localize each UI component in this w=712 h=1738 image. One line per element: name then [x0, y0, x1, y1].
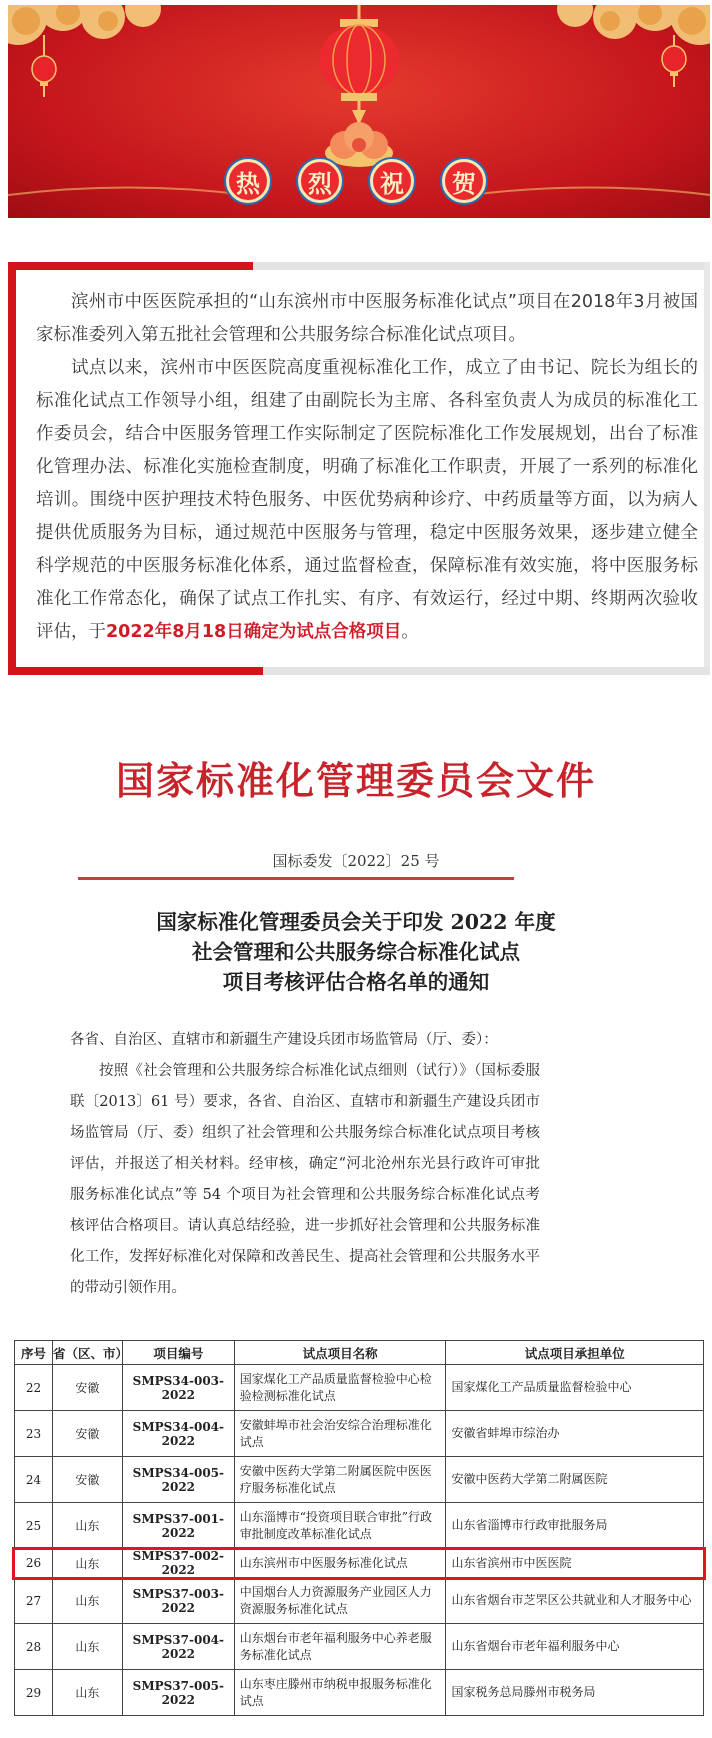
document-heading-line-2: 社会管理和公共服务综合标准化试点 [192, 940, 520, 964]
card-bottom-rule [263, 667, 710, 675]
row-project-name: 山东枣庄滕州市纳税申报服务标准化试点 [234, 1670, 446, 1716]
row-no: 27 [15, 1578, 53, 1624]
document-scan [0, 715, 712, 1738]
intro-paragraph-2 [36, 352, 698, 649]
document-body [70, 1025, 540, 1304]
table-row [15, 1365, 704, 1411]
table-header: 序号 [15, 1341, 53, 1365]
document-red-rule [78, 877, 514, 880]
row-unit: 山东省淄博市行政审批服务局 [446, 1503, 704, 1549]
row-code: SMPS37-003-2022 [122, 1578, 234, 1624]
table-header: 项目编号 [122, 1341, 234, 1365]
char-badge-3 [370, 159, 414, 203]
card-bottom-accent [8, 667, 263, 675]
results-table [14, 1340, 704, 1716]
card-left-accent [8, 262, 16, 675]
card-top-rule [253, 262, 710, 270]
table-row [15, 1578, 704, 1624]
document-heading-line-3: 项目考核评估合格名单的通知 [222, 970, 490, 994]
row-code: SMPS34-005-2022 [122, 1457, 234, 1503]
row-unit: 安徽中医药大学第二附属医院 [446, 1457, 704, 1503]
row-no: 26 [15, 1549, 53, 1578]
celebration-banner [8, 5, 710, 218]
row-unit: 国家煤化工产品质量监督检验中心 [446, 1365, 704, 1411]
table-header-row [15, 1341, 704, 1365]
char-4: 贺 [452, 169, 476, 198]
row-unit: 山东省滨州市中医医院 [446, 1549, 704, 1578]
table-row [15, 1624, 704, 1670]
row-province: 山东 [52, 1549, 122, 1578]
row-unit: 安徽省蚌埠市综治办 [446, 1411, 704, 1457]
char-badge-4 [442, 159, 486, 203]
row-project-name: 国家煤化工产品质量监督检验中心检验检测标准化试点 [234, 1365, 446, 1411]
table-header: 试点项目承担单位 [446, 1341, 704, 1365]
row-no: 29 [15, 1670, 53, 1716]
card-top-accent [8, 262, 253, 270]
row-unit: 国家税务总局滕州市税务局 [446, 1670, 704, 1716]
char-badge-1 [226, 159, 270, 203]
table-row [15, 1411, 704, 1457]
row-province: 安徽 [52, 1365, 122, 1411]
lantern-big-icon [319, 5, 399, 125]
row-province: 山东 [52, 1503, 122, 1549]
document-address: 各省、自治区、直辖市和新疆生产建设兵团市场监管局（厅、委）： [70, 1032, 498, 1048]
celebration-chars [226, 159, 488, 209]
row-no: 28 [15, 1624, 53, 1670]
row-no: 23 [15, 1411, 53, 1457]
row-code: SMPS37-001-2022 [122, 1503, 234, 1549]
lantern-small-left-icon [32, 35, 56, 97]
row-province: 山东 [52, 1624, 122, 1670]
row-code: SMPS34-003-2022 [122, 1365, 234, 1411]
row-province: 山东 [52, 1578, 122, 1624]
document-title: 国家标准化管理委员会文件 [115, 758, 596, 803]
intro-highlight: 2022年8月18日确定为试点合格项目 [106, 622, 402, 642]
table-row [15, 1503, 704, 1549]
intro-paragraph-2-end: 。 [401, 622, 419, 642]
table-header: 省（区、市） [52, 1341, 122, 1365]
document-heading-line-1: 国家标准化管理委员会关于印发 2022 年度 [156, 910, 556, 934]
table-header: 试点项目名称 [234, 1341, 446, 1365]
row-province: 山东 [52, 1670, 122, 1716]
char-badge-2 [298, 159, 342, 203]
row-unit: 山东省烟台市老年福利服务中心 [446, 1624, 704, 1670]
intro-card [8, 262, 710, 675]
row-code: SMPS37-004-2022 [122, 1624, 234, 1670]
row-code: SMPS34-004-2022 [122, 1411, 234, 1457]
lantern-small-right-icon [662, 35, 686, 87]
row-code: SMPS37-002-2022 [122, 1549, 234, 1578]
char-1: 热 [236, 169, 260, 198]
card-right-rule [704, 262, 710, 675]
intro-paragraph-2-main: 试点以来，滨州市中医医院高度重视标准化工作，成立了由书记、院长为组长的标准化试点工作领导小组，组建了由副院长为主席、各科室负责人为成员的标准化工作委员会，结合中医服务管理工作实际制定了医院标准化工作发展规划，出台了标准化管理办法、标准化实施检查制度，明确了标准化工作职责，开展了一系列的标准化培训。围绕中医护理技术特色服务、中医优势病种诊疗、中药质量等方面，以为病人提供优质服务为目标，通过规范中医服务与管理，稳定中医服务效果，逐步建立健全科学规范的中医服务标准化体系，通过监督检查，保障标准有效实施，将中医服务标准化工作常态化，确保了试点工作扎实、有序、有效运行，经过中期、终期两次验收评估，于 [36, 358, 698, 642]
row-no: 24 [15, 1457, 53, 1503]
document-paragraph: 按照《社会管理和公共服务综合标准化试点细则（试行）》（国标委服联〔2013〕61 号）要求，各省、自治区、直辖市和新疆生产建设兵团市场监管局（厅、委）组织了社会管理和公共服务综合标准化试点项目考核评估，并报送了相关材料。经审核，确定“河北沧州东光县行政许可审批服务标准化试点”等 54 个项目为社会管理和公共服务综合标准化试点考核评估合格项目。请认真总结经验，进一步抓好社会管理和公共服务标准化工作，发挥好标准化对保障和改善民生、提高社会管理和公共服务水平的带动引领作用。 [70, 1063, 540, 1296]
row-code: SMPS37-005-2022 [122, 1670, 234, 1716]
table-row [15, 1670, 704, 1716]
row-unit: 山东省烟台市芝罘区公共就业和人才服务中心 [446, 1578, 704, 1624]
row-highlight-frame [12, 1547, 706, 1580]
row-project-name: 中国烟台人力资源服务产业园区人力资源服务标准化试点 [234, 1578, 446, 1624]
row-project-name: 安徽蚌埠市社会治安综合治理标准化试点 [234, 1411, 446, 1457]
intro-paragraph-1: 滨州市中医医院承担的“山东滨州市中医服务标准化试点”项目在2018年3月被国家标准委列入第五批社会管理和公共服务综合标准化试点项目。 [36, 292, 698, 345]
row-project-name: 安徽中医药大学第二附属医院中医医疗服务标准化试点 [234, 1457, 446, 1503]
char-2: 烈 [308, 169, 332, 198]
row-province: 安徽 [52, 1411, 122, 1457]
row-no: 22 [15, 1365, 53, 1411]
document-number: 国标委发〔2022〕25 号 [272, 852, 440, 870]
row-project-name: 山东烟台市老年福利服务中心养老服务标准化试点 [234, 1624, 446, 1670]
row-no: 25 [15, 1503, 53, 1549]
table-row [15, 1457, 704, 1503]
row-project-name: 山东滨州市中医服务标准化试点 [234, 1549, 446, 1578]
intro-text [36, 286, 698, 649]
row-project-name: 山东淄博市“投资项目联合审批”行政审批制度改革标准化试点 [234, 1503, 446, 1549]
row-province: 安徽 [52, 1457, 122, 1503]
char-3: 祝 [380, 169, 404, 198]
document-heading [0, 907, 712, 997]
